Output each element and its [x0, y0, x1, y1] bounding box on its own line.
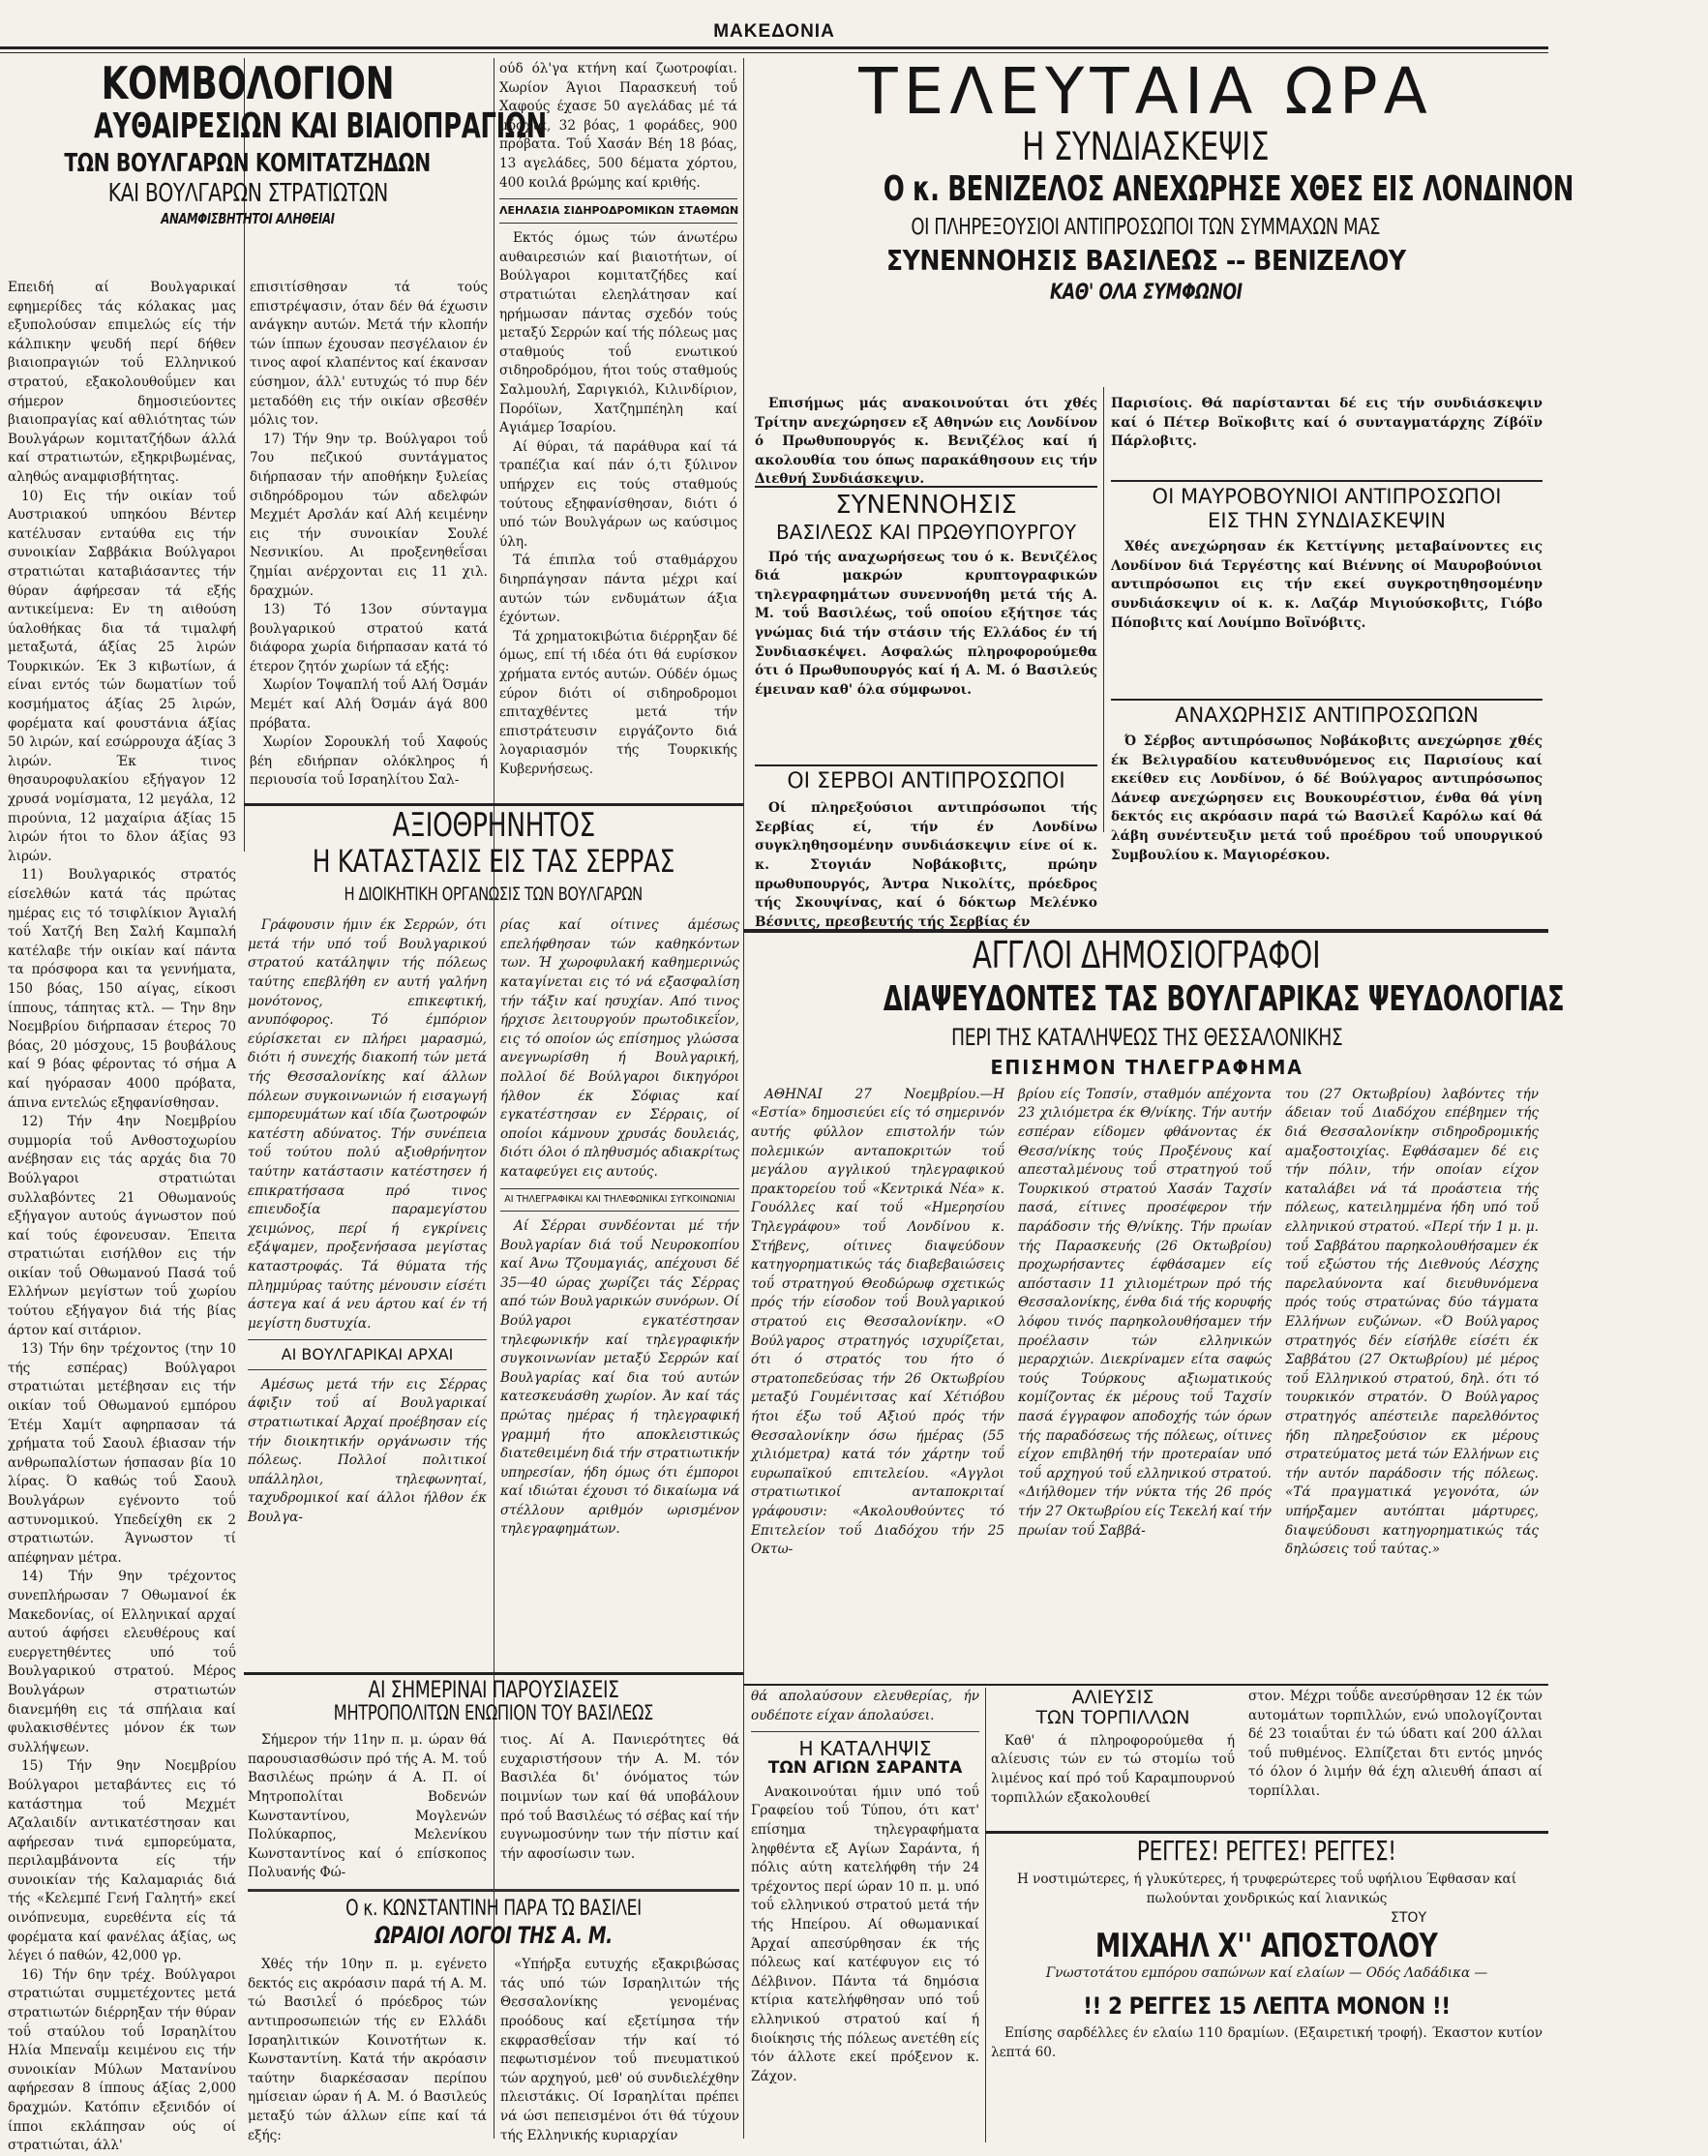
journalists-top-rule [743, 929, 1548, 933]
s2-block [755, 769, 1097, 930]
venizelos-departed-title: Ο κ. ΒΕΝΙΖΕΛΟΣ ΑΝΕΧΩΡΗΣΕ ΧΘΕΣ ΕΙΣ ΛΟΝΔΙΝΟΝ [883, 169, 1574, 210]
journalists-article [751, 934, 1565, 1682]
col2-para-1: ούδ όλ'γα κτήνη καί ζωοτροφίαι. Χωρίον Άγιοι Παρασκευή τοΰ Χαφούς έχασε 50 αγελάδας μέ τά μόσχια, 32 βόας, 1 φοράδες, 900 πρόβατα. Τοΰ Χασάν Βέη 18 βόας, 13 αγελάδες, 500 δέματα χόρτου, 400 κοιλά βρώμης καί κριθής. [499, 61, 737, 191]
saranta-article [751, 1688, 979, 2142]
serres-divider-3 [500, 1188, 739, 1189]
herring-ad-para-3: Γνωστοτάτου εμπόρου σαπώνων καί ελαίων — Οδός Λαδάδικα — [1045, 1964, 1488, 1981]
saranta-lead: θά απολαύσουν ελευθερίας, ήν ουδέποτε είχαν άπολαύσει. [751, 1689, 979, 1723]
col1-para-5: 13) Τήν 6ην τρέχοντος (την 10 τής εσπέρας) Βούλγαροι στρατιώται μετέβησαν εις τήν οικίαν τοΰ Οθωμανού εμπόρου Έτέμ Χαμίτ αφηρπασαν τά χρήματα τοΰ Σαουλ έβιασαν τήν ανθρωπαλίστων ήσπασαν βία 10 λίρας. Ό καθώς τοΰ Σαουλ Βουλγάρων εγένοντο τοΰ αστυνομικού. Υπεδείχθη εκ 2 στρατιωτών. Άγνωστον τί απέφηναν μέτρα. [8, 1341, 236, 1566]
komvologion-title-4: ΚΑΙ ΒΟΥΛΓΑΡΩΝ ΣΤΡΑΤΙΩΤΩΝ [107, 179, 388, 209]
s1-para: Πρό τής αναχωρήσεως του ό κ. Βενιζέλος διά μακρών κρυπτογραφικών τηλεγραφημάτων συνεννοήθη μετά τής Α. Μ. τοΰ Βασιλέως, τοΰ οποίου εξήτησε τάς γνώμας διά τήν στάσιν τής Ελλάδος έν τή Συνδιασκέψει. Ασφαλώς πληροφορούμεθα ότι ό Πρωθυπουργός καί ή Α. Μ. ό Βασιλεύς έμειναν καθ' όλα σύμφωνοι. [755, 549, 1097, 698]
herring-ad-title: ΡΕΓΓΕΣ! ΡΕΓΓΕΣ! ΡΕΓΓΕΣ! [1137, 1835, 1396, 1867]
conference-title: Η ΣΥΝΔΙΑΣΚΕΨΙΣ [1022, 125, 1270, 170]
col1b-body [250, 279, 488, 801]
col1-para-7: 15) Τήν 9ην Νοεμβρίου Βούλγαροι μεταβάντες εις τό κατάστημα τοΰ Μεχμέτ Αζαλαιδίν αντικατέστησαν και αφήρεσαν τινά εμπορεύματα, περιλαμβάνοντα είς τήν συνοικίαν τής Καλαμαριάς διά τής «Κελεμπέ Γενή Γαλητή» εκεί οινόπνευμα, ευρεθέντα είς τά φορέματα καί φανέλας άξίας, ως λέγει ό παθών, 42,000 γρ. [8, 1758, 236, 1964]
lead-left [755, 395, 1097, 488]
column-rule-4 [1103, 387, 1104, 832]
s3-top-rule [1111, 480, 1543, 482]
s3-block [1111, 486, 1543, 699]
col1-para-8: 16) Τήν 6ην τρέχ. Βούλγαροι στρατιώται συμμετέχοντες μετά στρατιωτών διέρρηξαν τήν θύραν τοΰ σταύλου τοΰ Ισραηλίτου Ηλία Μπεναΐμ κειμένου εις τήν συνοικίαν Μύλων Ματανίνου αφήρεσαν 8 ίππους άξίας 2,000 δραχμών. Κατόπιν εξενιδόν οί ίπποι εκλάπησαν ούς οί στρατιώται, άλλ' [8, 1966, 236, 2154]
saranta-head: Η ΚΑΤΑΛΗΨΙΣ [798, 1737, 932, 1761]
lead-divider [755, 486, 1097, 488]
s4-top-rule [1111, 699, 1543, 701]
konstantini-para-1: Χθές τήν 10ην π. μ. εγένετο δεκτός εις ακρόασιν παρά τή Α. Μ. τώ Βασιλεΐ ό πρόεδρος τών αντιπροσωπειών τής εν Ελλάδι Ισραηλιτικών Κοινοτήτων κ. Κωνσταντίνη. Κατά τήν ακρόασιν ταύτην διαρκέσασαν περίπου ημίσειαν ώραν ή Α. Μ. ό Βασιλεύς μεταξύ τών άλλων είπε καί τά εξής: [248, 1957, 487, 2143]
serres-subtitle: Η ΔΙΟΙΚΗΤΙΚΗ ΟΡΓΑΝΩΣΙΣ ΤΩΝ ΒΟΥΛΓΑΡΩΝ [344, 883, 644, 906]
col1-para-3: 11) Βουλγαρικός στρατός είσελθών κατά τάς πρώτας ημέρας εις τό τσιφλίκιον Άγιαλή τοΰ Χατζή Βεη Σαλή Καμπαλή κατέλαβε τήν οικίαν καί πάντα τα πρόσφορα και τα γεννήματα, 150 βόας, 150 αίγας, είκοσι ίππους, τάπητας κτλ. — Την 8ην Νοεμβρίου διήρπασαν έτερος 70 βόας, 20 μόσχους, 15 βουβάλους καί 9 βόας φέροντας τό σήμα Α καί ηγόρασαν 4000 πρόβατα, άπινα εντελώς εξηφανίσθησαν. [8, 867, 236, 1111]
serres-para-4: Αμέσως μετά τήν εις Σέρρας άφιξιν τοΰ αί Βουλγαρικαί στρατιωτικαί Άρχαί προέβησαν είς τήν διοικητικήν οργάνωσιν τής πόλεως. Πολλοί πολιτικοί υπάλληλοι, τηλεφωνηταί, ταχυδρομικοί καί άλλοι ήλθον έκ Βουλγα- [248, 1376, 487, 1526]
torpedo-head: ΑΛΙΕΥΣΙΣ [1071, 1687, 1154, 1708]
serres-divider-2 [248, 1369, 487, 1370]
serres-archai-head: ΑΙ ΒΟΥΛΓΑΡΙΚΑΙ ΑΡΧΑΙ [281, 1345, 454, 1364]
herring-ad-top-rule [985, 1831, 1548, 1834]
col2-divider-2 [499, 223, 737, 224]
serres-title-2: Η ΚΑΤΑΣΤΑΣΙΣ ΕΙΣ ΤΑΣ ΣΕΡΡΑΣ [312, 842, 675, 880]
herring-ad-para-1: Η νοστιμώτερες, ή γλυκύτερες, ή τρυφερώτερες τοΰ υφήλιου Έφθασαν καί πωλούνται χονδρικώς καί λιανικώς [1016, 1872, 1517, 1906]
konstantini-subtitle: ΩΡΑΙΟΙ ΛΟΓΟΙ ΤΗΣ Α. Μ. [375, 1922, 613, 1950]
lead-right-para: Παρισίοις. Θά παρίστανται δέ εις τήν συνδιάσκεψιν καί ό Πέτερ Βοϊκοβιτς καί ό συνταγματάρχης Ζίβόϊν Πάρλοβιτς. [1111, 396, 1543, 450]
saranta-head-2: ΤΩΝ ΑΓΙΩΝ ΣΑΡΑΝΤΑ [767, 1758, 963, 1779]
s4-head: ΑΝΑΧΩΡΗΣΙΣ ΑΝΤΙΠΡΟΣΩΠΩΝ [1175, 704, 1479, 727]
col1b-para-4: Χωρίον Τοψαπλή τοΰ Αλή Όσμάν Μεμέτ καί Αλή Όσμάν άγά 800 πρόβατα. [250, 677, 488, 732]
plenipotentiaries-title: ΟΙ ΠΛΗΡΕΞΟΥΣΙΟΙ ΑΝΤΙΠΡΟΣΩΠΟΙ ΤΩΝ ΣΥΜΜΑΧΩΝ ΜΑΣ [911, 215, 1381, 241]
herring-ad-para-4: Επίσης σαρδέλλες έν ελαίω 110 δραμίων. (Εξαιρετική τροφή). Έκαστον κυτίον λεπτά 60. [991, 2025, 1543, 2061]
komvologion-title-3: ΤΩΝ ΒΟΥΛΓΑΡΩΝ ΚΟΜΙΤΑΤΖΗΔΩΝ [64, 149, 432, 179]
col2-para-3: Αί θύραι, τά παράθυρα καί τά τραπέζια καί πάν ό,τι ξύλινον υπήρχεν εις τούς σταθμούς τούτους εξηφανίσθησαν, διότι ό υπό τών Βουλγάρων ως καύσιμος ύλη. [499, 438, 737, 550]
journalists-subtitle: ΠΕΡΙ ΤΗΣ ΚΑΤΑΛΗΨΕΩΣ ΤΗΣ ΘΕΣΣΑΛΟΝΙΚΗΣ [950, 1023, 1343, 1051]
col1b-para-1: επισιτίσθησαν τά τούς επιστρέψασιν, όταν δέν θά έχωσιν ανάγκην αυτών. Μετά τήν κλοπήν τών ίππων έχουσαν πεσγέλαιον έν τινος αφοί κλαπέντος καί έκανσαν εύσημον, άλλ' ευτυχώς τό πυρ δέν μεταδόθη εις τήν οικίαν σβεσθέν μόλις τον. [250, 280, 488, 429]
serres-divider [248, 1339, 487, 1340]
serres-telegraph-head: ΑΙ ΤΗΛΕΓΡΑΦΙΚΑΙ ΚΑΙ ΤΗΛΕΦΩΝΙΚΑΙ ΣΥΓΚΟΙΝΩΝΙΑΙ [504, 1193, 735, 1205]
col1b-para-5: Χωρίον Σορουκλή τοΰ Χαφούς βέη εδιήρπαν ολόκληρος ή περιουσία τοΰ Ισραηλίτου Σαλ- [250, 734, 488, 789]
top-rule-thin [0, 52, 1548, 53]
s3-head: ΟΙ ΜΑΥΡΟΒΟΥΝΙΟΙ ΑΝΤΙΠΡΟΣΩΠΟΙ [1152, 485, 1502, 508]
col1-body [8, 279, 236, 2154]
metropolitans-article [248, 1678, 739, 2142]
journalists-official: ΕΠΙΣΗΜΟΝ ΤΗΛΕΓΡΑΦΗΜΑ [990, 1055, 1303, 1079]
konstantini-para-2: «Υπήρξα ευτυχής εξακριβώσας τάς υπό τών Ισραηλιτών τής Θεσσαλονίκης γενομένας προόδους καί εξετίμησα τήν εκφρασθεΐσαν τήν καί τό πεφωτισμένον τοΰ πνευματικού τών αρχηγού, μεθ' ού συνδιελέχθην πλειστάκις. Οί Ισραηλίται πρέπει νά ώσι πεπεισμένοι ότι θά τύχουν τής Ελληνικής κυριαρχίαν [500, 1957, 739, 2143]
serres-para-2: ρίας καί οίτινες άμέσως επελήφθησαν τών καθηκόντων των. Ή χωροφυλακή καθημερινώς καταγίνεται εις τό νά εξασφαλίση τήν τάξιν καί ησυχίαν. Από τινος ήρχισε λειτουργούν πρωτοδικεΐον, εις τό οποίον ώς επίσημος γλώσσα ανεγνωρίσθη ή Βουλγαρική, πολλοί δέ Βούλγαροι δικηγόροι ήλθον έκ Σόφιας καί εγκατέστησαν εν Σέρραις, οί οποίοι κάμνουν χρυσάς δουλειάς, διότι όλοι ό πληθυσμός αδιακρίτως καταφεύγει εις αυτούς. [500, 917, 739, 1180]
serres-col-right [500, 916, 739, 1540]
s4-block [1111, 704, 1543, 927]
metropolitans-para-1: Σήμερον τήν 11ην π. μ. ώραν θά παρουσιασθώσιν πρό τής Α. Μ. τοΰ Βασιλέως πρώην ά Α. Π. οί Μητροπολίται Βοδενών Κωνσταντίνου, Μογλενών Πολύκαρπος, Μελενίκου Κωνσταντίνος καί ό επίσκοπος Πολυανής Φώ- [248, 1732, 487, 1881]
komvologion-title: ΚΟΜΒΟΛΟΓΙΟΝ [101, 57, 395, 109]
herring-ad-merchant: ΜΙΧΑΗΛ Χ'' ΑΠΟΣΤΟΛΟΥ [1095, 1926, 1438, 1965]
metropolitans-top-rule [244, 1672, 743, 1675]
col2-para-2: Εκτός όμως τών άνωτέρω αυθαιρεσιών καί βιαιοτήτων, οί Βούλγαροι κομιτατζήδες καί στρατιώται ελεηλάτησαν καί ηρήμωσαν πάντας σχεδόν τούς μεταξύ Σερρών καί τής πόλεως μας σταθμούς τοΰ ενωτικού σιδηροδρόμου, ήτοι τούς σταθμούς Σαλμουλή, Σαριγκιόλ, Κιλινδίριον, Πορόϊων, Χατζημπέηλη καί Αγιάμερ Ίσαρίου. [499, 230, 737, 436]
journalists-title: ΑΓΓΛΟΙ ΔΗΜΟΣΙΟΓΡΑΦΟΙ [973, 934, 1321, 976]
col2-para-5: Τά χρηματοκιβώτια διέρρηξαν δέ όμως, επί τή ιδέα ότι θά ευρίσκον χρήματα εντός αυτών. Ούδέν όμως εύρον διότι οί σιδηροδρομοι επιταχθέντες μετά τήν επιστράτευσιν ειργάζοντο διά λογαριασμόν τής Τουρκικής Κυβερνήσεως. [499, 628, 737, 777]
col1b-para-2: 17) Τήν 9ην τρ. Βούλγαροι τοΰ 7ου πεζικού συντάγματος διήρπασαν τήν αποθήκην ξυλείας σιδηρόδρομου τών αδελφών Μεχμέτ Αρσλάν καί Αλή κειμένην εις τήν συνοικίαν Σουλέ Νεσνικίου. Αι προξενηθεΐσαι ζημίαι ανέρχονται εις 11 χιλ. δραχμών. [250, 431, 488, 599]
herring-ad-price: !! 2 ΡΕΓΓΕΣ 15 ΛΕΠΤΑ ΜΟΝΟΝ !! [1083, 1992, 1451, 2021]
journalists-columns [751, 1086, 1543, 1560]
last-hour-banner: ΤΕΛΕΥΤΑΙΑ ΩΡΑ [858, 54, 1433, 129]
col1-para-6: 14) Τήν 9ην τρέχοντος συνεπλήρωσαν 7 Οθωμανοί έκ Μακεδονίας, οί Ελληνικαί αρχαί αυτού άφήσει ελευθέρους καί ευεργετηθέντες υπό τοΰ Βουλγαρικού στρατού. Μέρος Βουλγάρων στρατιωτών διανεμήθη εις τά σπήλαια καί φυλακισθέντες μόνον έκ των συλλήψεων. [8, 1569, 236, 1755]
top-rule [0, 46, 1548, 49]
s3-para: Χθές ανεχώρησαν έκ Κεττίγνης μεταβαίνοντες εις Λονδίνον διά Τεργέστης καί Βιέννης οί Μαυροβούνιοι αντιπρόσωποι εις τήν εκεί συγκροτηθησομένην συνδιάσκεψιν οί κ. κ. Λαζάρ Μιγιούσκοβιτς, Γιόβο Πόποβιτς καί Λουίμπο Βοϊνόβιτς. [1111, 539, 1543, 631]
bottom-right-rule [743, 1684, 1548, 1686]
s1-head-2: ΒΑΣΙΛΕΩΣ ΚΑΙ ΠΡΩΘΥΠΟΥΡΓΟΥ [775, 520, 1077, 544]
metropolitans-para-2: τιος. Αί Α. Πανιερότητες θά ευχαριστήσουν τήν Α. Μ. τόν Βασιλέα δι' όνόματος τών ποιμνίων των καί θά υποβάλουν πρό τοΰ Βασιλέως τό σέβας καί τήν ευγνωμοσύνην των τήν πίστιν καί τήν αφοσίωσιν των. [500, 1732, 739, 1862]
s2-top-rule [755, 764, 1097, 766]
herring-ad [991, 1837, 1543, 2142]
s2-head: ΟΙ ΣΕΡΒΟΙ ΑΝΤΙΠΡΟΣΩΠΟΙ [787, 769, 1065, 794]
last-hour-section [749, 54, 1574, 387]
herring-ad-sto: ΣΤΟΥ [1391, 1909, 1426, 1926]
serres-col-left [248, 916, 487, 1540]
s1-block [755, 492, 1097, 763]
serres-para-1: Γράφουσιν ήμιν έκ Σερρών, ότι μετά τήν υπό τοΰ Βουλγαρικού στρατού κατάληψιν τής πόλεως ταύτης επεβλήθη εν αυτή γαλήνη μονότονος, επικεφτική, ανυπόφορος. Τό έμπόριον εύρίσκεται εν πλήρει μαρασμώ, διότι ή συνεχής διακοπή τών μετά τής Θεσσαλονίκης καί άλλων πόλεων συγκοινωνιών ή εισαγωγή εμπορευμάτων καί ιδία ζωοτροφών κατέστη αδύνατος. Τήν συνέπεια τοΰ τούτου πολύ αξιοθρήνητον ταύτην κατάστασιν κατέστησεν ή επικρατήσασα πρό τινος επιευδοξία παραμεγίστου χειμώνος, περί ή εγκρίνεις εξάψαμεν, προξενήσασα μεγίστας καταστροφάς. Τά θύματα τής πλημμύρας ταύτης μένουσιν είσέτι άστεγα καί ά νευ άρτου καί έν τή μεγίστη δυστυχία. [248, 917, 487, 1332]
journalists-col-1: ΑΘΗΝΑΙ 27 Νοεμβρίου.—Η «Εστία» δημοσιεύει είς τό σημερινόν αυτής φύλλον επιστολήν τών πολεμικών ανταποκριτών τοΰ μεγάλου αγγλικού τηλεγραφικού πρακτορείου τοΰ «Κεντρικά Νέα» κ. Γουόλλες καί τοΰ «Ημερησίου Τηλεγράφου» τοΰ Λονδίνου κ. Στήβενς, οίτινες διαψεύδουν κατηγορηματικώς τάς διαβεβαιώσεις τοΰ στρατηγού Θεοδώρωφ σχετικώς πρός τήν είσοδον τοΰ Βουλγαρικού στρατού εις Θεσσαλονίκην. «Ο Βούλγαρος στρατηγός ισχυρίζεται, ότι ό στρατός του ήτο ό στρατοπεδεύσας τήν 26 Οκτωβρίου μεταξύ Γουμένιτσας καί Χέτιόβου ήτοι έξω τοΰ Αξιού πρός τήν Θεσσαλονίκην όσω ήμέρας (55 χιλιόμετρα) κατά τόν χάρτην τοΰ ευρωπαϊκού επιτελείου. «Αγγλοι στρατιωτικοί ανταποκριταί γράφουσιν: «Ακολουθούντες τό Επιτελείον τοΰ Διαδόχου τήν 25 Οκτω- [751, 1086, 1004, 1558]
metropolitans-title-2: ΜΗΤΡΟΠΟΛΙΤΩΝ ΕΝΩΠΙΟΝ ΤΟΥ ΒΑΣΙΛΕΩΣ [333, 1701, 654, 1725]
column-rule-3 [743, 58, 744, 2139]
column-rule-5 [985, 1688, 986, 2142]
journalists-title-2: ΔΙΑΨΕΥΔΟΝΤΕΣ ΤΑΣ ΒΟΥΛΓΑΡΙΚΑΣ ΨΕΥΔΟΛΟΓΙΑΣ [883, 978, 1565, 1019]
lead-left-para: Επισήμως μάς ανακοινούται ότι χθές Τρίτην ανεχώρησεν εξ Αθηνών εις Λονδίνον ό Πρωθυπουργός κ. Βενιζέλος καί ή ακολουθία του όπως παρακάθησουν εις τήν Διεθνή Συνδιάσκεψιν. [755, 396, 1097, 488]
torpedo-article [991, 1688, 1235, 1833]
s4-para: Ό Σέρβος αντιπρόσωπος Νοβάκοβιτς ανεχώρησε χθές έκ Βελιγραδίου κατευθυνόμενος εις Παρισίους καί εκείθεν εις Λονδίνον, ό δέ Βούλγαρος αντιπρόσωπος Δάνεφ ανεχώρησεν εις Βουκουρέστιον, ένθα θά γίνη δεκτός εις ακρόασιν παρά τώ Βασιλεΐ Καρόλω καί θά λάβη συνέντευξιν μετά τοΰ προέδρου τοΰ υπουργικού Συμβουλίου κ. Μαγιορέσκου. [1111, 734, 1543, 863]
col1b-para-3: 13) Τό 13ον σύνταγμα βουλγαρικού στρατού κατά διάφορα χωρία διήρπασαν κατά τό έτερον ζητόν χωρίων τά εξής: [250, 602, 488, 674]
col1-para-4: 12) Τήν 4ην Νοεμβρίου συμμορία τοΰ Ανθοστοχωρίου ανέβησαν εις τάς αρχάς δια 70 Βούλγαροι στρατιώται συλλαβόντες 21 Οθωμανούς εξήγαγον αυτούς άγνωστον πού καί τούς έφονευσαν. Έπειτα στρατιώται εισήλθον εις τήν οικίαν τοΰ Οθωμανού Πασά τοΰ Ελλήνων μεγίστων τοΰ χωρίου τούτου εξήγαγον διά τής βίας άρτον καί σιτάριον. [8, 1114, 236, 1338]
serres-article [248, 806, 739, 1670]
journalists-col-2: βρίου είς Τοπσίν, σταθμόν απέχοντα 23 χιλιόμετρα έκ Θ/νίκης. Τήν αυτήν εσπέραν είδομεν φθάνοντας έκ Θεσσ/νίκης τούς Προξένους καί απεσταλμένους τοΰ στρατηγού τοΰ Τουρκικού στρατού Χασάν Ταχσίν πασά, είτινες προσέφερον τήν παράδοσιν τής Θ/νίκης. Τήν πρωίαν τής Παρασκευής (26 Οκτωβρίου) προχωρήσαντες έφθάσαμεν είς απόστασιν 11 χιλιομέτρων πρό τής Θεσσαλονίκης, ένθα διά τής κορυφής λόφου τινός παρηκολουθήσαμεν τήν προέλασιν τών ελληνικών μεραρχιών. Διεκρίναμεν είτα σαφώς τούς Τούρκους αξιωματικούς κομίζοντας έκ μέρους τοΰ Ταχσίν πασά έγγραφον αποδοχής τών όρων τής παραδόσεως τής πόλεως, οίτινες είχον επιβληθή τήν προτεραίαν υπό τοΰ αρχηγού τοΰ ελληνικού στρατού. «Διήλθομεν τήν νύκτα τής 26 πρός τήν 27 Οκτωβρίου είς Τεκελή καί τήν πρωίαν τοΰ Σαββά- [1018, 1086, 1272, 1539]
saranta-divider [751, 1731, 979, 1732]
saranta-para: Ανακοινούται ήμιν υπό τοΰ Γραφείου τοΰ Τύπου, ότι κατ' επίσημα τηλεγραφήματα ληφθέντα εξ Αγίων Σαράντα, ή πόλις αύτη κατελήφθη τήν 24 τρέχοντος περί ώραν 10 π. μ. υπό τοΰ ελληνικού στρατού μετά τήν τής Ηπείρου. Αί οθωμανικαί Άρχαί απεσύρθησαν έκ τής πόλεως καί κατέφυγον εις τό Δέλβινον. Πάντα τά δημόσια κτίρια κατελήφθησαν υπό τοΰ ελληνικού στρατού καί ή διοίκησις τής πόλεως ανετέθη είς τόν άλλοτε εκεί πρόξενον κ. Ζάχον. [751, 1783, 979, 2084]
konstantini-columns [248, 1956, 739, 2145]
col2-para-4: Τά έπιπλα τοΰ σταθμάρχου διηρπάγησαν πάντα μέχρι καί αυτών τών ενδυμάτων άξια έχόντων. [499, 553, 737, 626]
col1-para-1: Επειδή αί Βουλγαρικαί εφημερίδες τάς κόλακας μας εξυπολούσαν επιμελώς είς τήν κάλπικην ψευδή περί δήθεν βιαιοπραγιών τοΰ Ελληνικού στρατού, εξακολουθοΰμεν και σήμερον δημοσιεύοντες βιαιοπραγίας καί αθλιότητας τών Βουλγάρων κομιτατζήδων άλλά καί στρατιωτών, εξηκριβωμένας, αληθώς αναμφισβήτητας. [8, 280, 236, 485]
king-venizelos-title: ΣΥΝΕΝΝΟΗΣΙΣ ΒΑΣΙΛΕΩΣ -- ΒΕΝΙΖΕΛΟΥ [885, 245, 1406, 278]
torpedo-para: Καθ' ά πληροφορούμεθα ή αλίευσις τών εν τώ στομίω τοΰ λιμένος καί πρό τοΰ Καραμπουρνού τορπιλλών εξακολουθεί [991, 1732, 1235, 1806]
komvologion-subtitle: ΑΝΑΜΦΙΣΒΗΤΗΤΟΙ ΑΛΗΘΕΙΑΙ [161, 209, 335, 227]
serres-divider-4 [500, 1211, 739, 1212]
torpedo-article-2 [1248, 1688, 1543, 1833]
komvologion-title-2: ΑΥΘΑΙΡΕΣΙΩΝ ΚΑΙ ΒΙΑΙΟΠΡΑΓΙΩΝ [93, 106, 547, 147]
serres-para-3: Αί Σέρραι συνδέονται μέ τήν Βουλγαρίαν διά τοΰ Νευροκοπίου καί Άνω Τζουμαγιάς, απέχουσι δέ 35—40 ώρας χωρίζει τάς Σέρρας από τών Βουλγαρικών συνόρων. Οί Βούλγαροι εγκατέστησαν τηλεφωνικήν καί τηλεγραφικήν συγκοινωνίαν μεταξύ Σερρών καί Βουλγαρίας καί δια τού αυτών κατεσκευάσθη χωρίον. Άν καί τάς πρώτας ημέρας ή τηλεγραφική γραμμή ήτο αποκλειστικώς διατεθειμένη διά τήν στρατιωτικήν υπηρεσίαν, ήδη όμως ότι έμποροι καί ιδιώται έχουσι τό δικαίωμα νά στέλλουν αριθμόν ωρισμένον τηλεγραφημάτων. [500, 1217, 739, 1538]
col2-upper [499, 60, 737, 805]
konstantini-title: Ο κ. ΚΩΝΣΤΑΝΤΙΝΗ ΠΑΡΑ ΤΩ ΒΑΣΙΛΕΙ [345, 1896, 642, 1921]
serres-title: ΑΞΙΟΘΡΗΝΗΤΟΣ [392, 806, 595, 845]
torpedo-para-2: στον. Μέχρι τοΰδε ανεσύρθησαν 12 έκ τών αυτομάτων τορπιλλών, ενώ υπολογίζονται δέ 23 τοιαΰται έν τώ ύδατι καί 200 άλλαι τοΰ πυθμένος. Ελπίζεται δτι εντός μηνός τό όλον ό λιμήν θά έχη αλιευθή άπασι αί τορπίλλαι. [1248, 1689, 1543, 1799]
journalists-col-3: του (27 Οκτωβρίου) λαβόντες τήν άδειαν τοΰ Διαδόχου επέβημεν τής διά Θεσσαλονίκην σιδηροδρομικής αμαξοστοιχίας. Εφθάσαμεν δέ εις τήν πόλιν, τήν οποίαν είχον καταλάβει νά τά προάστεια τής πόλεως, κατειλημμένα ήδη υπό τοΰ ελληνικού στρατού. «Περί τήν 1 μ. μ. τοΰ Σαββάτου παρηκολουθήσαμεν έκ τοΰ εξώστου τής Διεθνούς Λέσχης παρελαύνοντα καί διευθυνόμενα πρός τούς στρατώνας δύο τάγματα Ελλήνων ευζώνων. «Ό Βούλγαρος στρατηγός δέν είσήλθε είσέτι έκ Σαββάτου (27 Οκτωβρίου) μέ μέρος τοΰ Ελληνικού στρατού, δηλ. ότι τό τουρκικόν στρατόν. Ό Βούλγαρος στρατηγός απέστειλε παρελθόντος ήδη πληρεξούσιον εκ μέρους στρατεύματος μετά τών Ελλήνων εις τήν αυτόν παράδοσιν τής πόλεως. «Τά πραγματικά γεγονότα, ών υπήρξαμεν αυτόπται μάρτυρες, διαψεύδουσι κατηγορηματικώς τάς δηλώσεις τοΰ ταύτας.» [1285, 1086, 1539, 1558]
serres-columns [248, 916, 739, 1540]
lead-right [1111, 395, 1543, 488]
metropolitans-divider [248, 1889, 739, 1892]
col1-para-2: 10) Εις τήν οικίαν τοΰ Αυστριακού υπηκόου Βέντερ κατέλυσαν ενταύθα εις τήν συνοικίαν Σαββάκια Βούλγαροι στρατιώται καταβιάσαντες τήν θύραν άφήρεσαν τά εξής αντικείμενα: Εν τη αιθούση ύαλοθήκας δια τά τιμαλφή μεταξωτά, άξίας 25 λιρών Τουρκικών. Έκ 3 κιβωτίων, ά είναι εντός τών δωματίων τοΰ κοσμήματος άξίας 25 λιρών, φορέματα καί φουστάνια άξίας 50 λιρών, καί εσώρρουχα άξίας 3 λιρών. Έκ τινος θησαυροφυλακίου εξήγαγον 12 χρυσά νομίσματα, 12 μεγάλα, 12 πιρούνια, 12 μαχαίρια άξίας 15 λιρών ήτοι το δλον άξίας 93 λιρών. [8, 488, 236, 864]
col2-divider [499, 198, 737, 199]
s3-head-2: ΕΙΣ ΤΗΝ ΣΥΝΔΙΑΣΚΕΨΙΝ [1208, 509, 1446, 533]
metropolitans-columns [248, 1731, 739, 1883]
col2-section-head: ΛΕΗΛΑΣΙΑ ΣΙΔΗΡΟΔΡΟΜΙΚΩΝ ΣΤΑΘΜΩΝ [499, 204, 739, 218]
s2-para: Οί πληρεξούσιοι αντιπρόσωποι τής Σερβίας εί, τήν έν Λονδίνω συγκληθησομένην συνδιάσκεψιν είνε οί κ. κ. Στογιάν Νοβάκοβιτς, πρώην πρωθυπουργός, Άντρα Νικολίτς, πρόεδρος τής Σκουψίνας, καί ό δόκτωρ Μελένκο Βέσνιτς, πρεσβευτής τής Σερβίας έν [755, 800, 1097, 930]
torpedo-head-2: ΤΩΝ ΤΟΡΠΙΛΛΩΝ [1035, 1706, 1190, 1728]
metropolitans-title: ΑΙ ΣΗΜΕΡΙΝΑΙ ΠΑΡΟΥΣΙΑΣΕΙΣ [368, 1676, 619, 1703]
masthead: ΜΑΚΕΔΟΝΙΑ [713, 21, 835, 42]
s1-head: ΣΥΝΕΝΝΟΗΣΙΣ [835, 491, 1017, 520]
in-agreement-title: ΚΑΘ' ΟΛΑ ΣΥΜΦΩΝΟΙ [1049, 280, 1243, 305]
